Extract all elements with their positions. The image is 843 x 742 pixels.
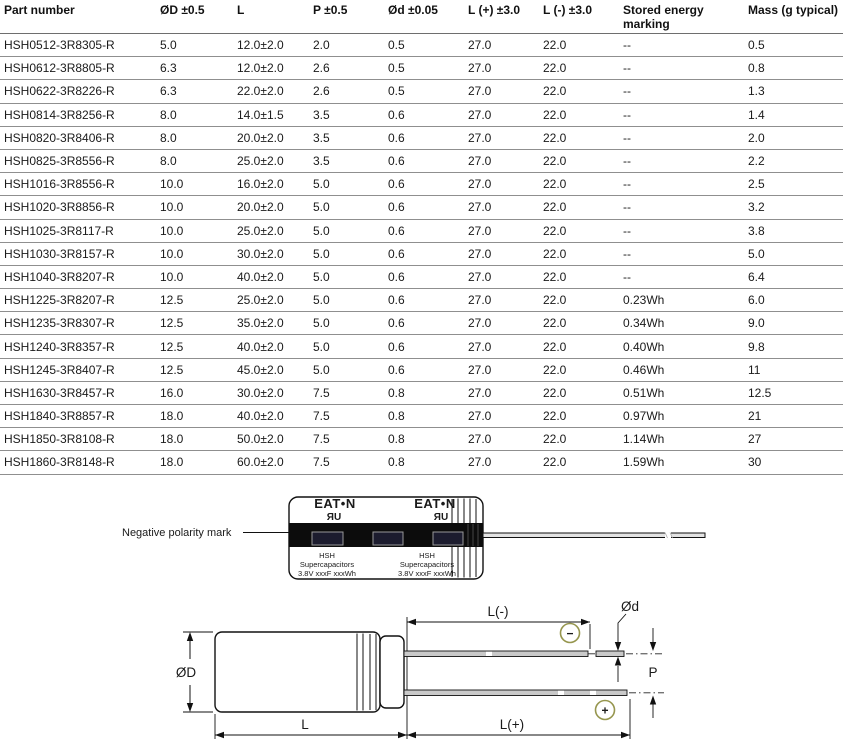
- table-row: [0, 196, 843, 219]
- table-cell: 10.0: [156, 219, 233, 242]
- table-cell: 16.0: [156, 381, 233, 404]
- column-header: ØD ±0.5: [156, 0, 233, 34]
- table-cell: 12.5: [156, 358, 233, 381]
- table-row: [0, 34, 843, 57]
- arrowhead: [650, 642, 656, 651]
- table-cell: 0.5: [384, 57, 464, 80]
- table-cell: 22.0: [539, 103, 619, 126]
- table-row: [0, 173, 843, 196]
- part-number-cell: HSH1630-3R8457-R: [0, 381, 156, 404]
- table-cell: 0.8: [384, 381, 464, 404]
- table-cell: 8.0: [156, 149, 233, 172]
- table-cell: 12.5: [156, 289, 233, 312]
- arrowhead: [621, 732, 630, 738]
- table-cell: 0.6: [384, 126, 464, 149]
- table-cell: 12.5: [744, 381, 843, 404]
- dim-label-negative-lead-length: L(-): [487, 604, 509, 619]
- table-cell: 22.0: [539, 405, 619, 428]
- table-cell: 5.0: [309, 312, 384, 335]
- table-cell: 0.6: [384, 219, 464, 242]
- table-cell: 2.5: [744, 173, 843, 196]
- table-cell: 5.0: [744, 242, 843, 265]
- table-cell: --: [619, 265, 744, 288]
- table-cell: 40.0±2.0: [233, 335, 309, 358]
- table-cell: 0.8: [384, 428, 464, 451]
- table-cell: 27.0: [464, 149, 539, 172]
- table-cell: 20.0±2.0: [233, 126, 309, 149]
- table-cell: 27.0: [464, 219, 539, 242]
- table-cell: 0.6: [384, 265, 464, 288]
- part-number-cell: HSH1030-3R8157-R: [0, 242, 156, 265]
- dim-label-positive-lead-length: L(+): [499, 717, 525, 732]
- print-rating: 3.8V xxxF xxxWh: [398, 569, 456, 578]
- part-number-cell: HSH1025-3R8117-R: [0, 219, 156, 242]
- part-number-cell: HSH1850-3R8108-R: [0, 428, 156, 451]
- print-family: Supercapacitors: [299, 560, 355, 569]
- table-cell: 27.0: [464, 265, 539, 288]
- table-cell: 27.0: [464, 312, 539, 335]
- table-row: [0, 358, 843, 381]
- column-header: L: [233, 0, 309, 34]
- capacitor-photo-figure: [0, 488, 843, 595]
- table-cell: 27.0: [464, 103, 539, 126]
- table-cell: 18.0: [156, 451, 233, 474]
- print-series: HSH: [419, 551, 435, 560]
- table-cell: 20.0±2.0: [233, 196, 309, 219]
- table-cell: 27.0: [464, 242, 539, 265]
- arrowhead: [187, 632, 193, 641]
- table-cell: 25.0±2.0: [233, 219, 309, 242]
- table-cell: 22.0: [539, 149, 619, 172]
- table-cell: 0.97Wh: [619, 405, 744, 428]
- table-cell: 5.0: [309, 335, 384, 358]
- table-row: [0, 289, 843, 312]
- table-cell: 0.6: [384, 103, 464, 126]
- part-number-cell: HSH1225-3R8207-R: [0, 289, 156, 312]
- table-cell: 22.0: [539, 80, 619, 103]
- table-cell: 27.0: [464, 358, 539, 381]
- table-cell: --: [619, 34, 744, 57]
- table-row: [0, 242, 843, 265]
- table-cell: 0.6: [384, 196, 464, 219]
- table-cell: 22.0: [539, 196, 619, 219]
- arrowhead: [187, 703, 193, 712]
- table-cell: 0.46Wh: [619, 358, 744, 381]
- negative-polarity-callout-label: Negative polarity mark: [122, 527, 232, 539]
- table-row: [0, 405, 843, 428]
- column-header: L (-) ±3.0: [539, 0, 619, 34]
- table-cell: 22.0: [539, 451, 619, 474]
- table-cell: 0.5: [384, 80, 464, 103]
- table-cell: 3.2: [744, 196, 843, 219]
- table-cell: --: [619, 80, 744, 103]
- table-cell: 1.14Wh: [619, 428, 744, 451]
- table-cell: 40.0±2.0: [233, 265, 309, 288]
- table-cell: 25.0±2.0: [233, 149, 309, 172]
- table-cell: 18.0: [156, 405, 233, 428]
- part-number-cell: HSH1245-3R8407-R: [0, 358, 156, 381]
- table-cell: 21: [744, 405, 843, 428]
- table-cell: 22.0: [539, 34, 619, 57]
- table-row: [0, 219, 843, 242]
- band-window: [312, 532, 343, 545]
- table-cell: 40.0±2.0: [233, 405, 309, 428]
- table-cell: 6.3: [156, 80, 233, 103]
- arrowhead: [398, 732, 407, 738]
- part-number-cell: HSH1040-3R8207-R: [0, 265, 156, 288]
- table-cell: 27.0: [464, 126, 539, 149]
- table-cell: 2.0: [744, 126, 843, 149]
- dimension-diagram-figure: [0, 595, 843, 742]
- table-cell: 27.0: [464, 405, 539, 428]
- table-cell: 9.0: [744, 312, 843, 335]
- table-cell: 0.6: [384, 149, 464, 172]
- spec-table-body: [0, 34, 843, 475]
- table-cell: 9.8: [744, 335, 843, 358]
- table-cell: 27.0: [464, 289, 539, 312]
- ul-recognized-icon: ЯU: [433, 512, 449, 523]
- table-cell: 1.3: [744, 80, 843, 103]
- table-cell: 27.0: [464, 428, 539, 451]
- table-cell: 12.0±2.0: [233, 34, 309, 57]
- dimension-diagram: [176, 599, 664, 739]
- table-cell: 22.0: [539, 126, 619, 149]
- part-number-cell: HSH0825-3R8556-R: [0, 149, 156, 172]
- column-header: P ±0.5: [309, 0, 384, 34]
- case-outline: [215, 632, 380, 712]
- table-cell: 1.59Wh: [619, 451, 744, 474]
- table-cell: 22.0: [539, 381, 619, 404]
- print-series: HSH: [319, 551, 335, 560]
- table-cell: 10.0: [156, 242, 233, 265]
- table-cell: 22.0±2.0: [233, 80, 309, 103]
- part-number-cell: HSH0512-3R8305-R: [0, 34, 156, 57]
- table-cell: 0.23Wh: [619, 289, 744, 312]
- table-cell: 14.0±1.5: [233, 103, 309, 126]
- print-family: Supercapacitors: [399, 560, 455, 569]
- od-lead-arrow-lines: [618, 614, 626, 682]
- table-cell: 5.0: [309, 242, 384, 265]
- eaton-logo: EAT•N: [414, 496, 456, 511]
- table-row: [0, 149, 843, 172]
- table-cell: 22.0: [539, 219, 619, 242]
- arrowhead: [650, 696, 656, 705]
- table-cell: 5.0: [309, 289, 384, 312]
- table-cell: 7.5: [309, 428, 384, 451]
- column-header: Ød ±0.05: [384, 0, 464, 34]
- table-row: [0, 428, 843, 451]
- table-cell: 27.0: [464, 335, 539, 358]
- dim-label-lead-pitch: P: [648, 665, 658, 680]
- table-cell: 5.0: [309, 358, 384, 381]
- table-cell: 16.0±2.0: [233, 173, 309, 196]
- table-cell: 0.6: [384, 358, 464, 381]
- table-cell: 10.0: [156, 196, 233, 219]
- table-cell: --: [619, 103, 744, 126]
- table-cell: 7.5: [309, 405, 384, 428]
- table-cell: 27: [744, 428, 843, 451]
- negative-lead: [404, 651, 588, 657]
- table-cell: 30: [744, 451, 843, 474]
- table-cell: 25.0±2.0: [233, 289, 309, 312]
- table-cell: 30.0±2.0: [233, 381, 309, 404]
- table-cell: 22.0: [539, 335, 619, 358]
- capacitor-photo: [289, 496, 705, 579]
- arrowhead: [581, 619, 590, 625]
- table-cell: 3.5: [309, 149, 384, 172]
- table-cell: 5.0: [309, 173, 384, 196]
- arrowhead: [215, 732, 224, 738]
- table-cell: 5.0: [156, 34, 233, 57]
- part-number-cell: HSH0820-3R8406-R: [0, 126, 156, 149]
- table-cell: 0.34Wh: [619, 312, 744, 335]
- table-cell: 2.0: [309, 34, 384, 57]
- table-cell: 12.5: [156, 312, 233, 335]
- column-header: L (+) ±3.0: [464, 0, 539, 34]
- table-cell: 27.0: [464, 196, 539, 219]
- ul-recognized-icon: ЯU: [326, 512, 342, 523]
- print-rating: 3.8V xxxF xxxWh: [298, 569, 356, 578]
- table-row: [0, 381, 843, 404]
- table-cell: 22.0: [539, 173, 619, 196]
- table-cell: 27.0: [464, 451, 539, 474]
- part-number-cell: HSH1240-3R8357-R: [0, 335, 156, 358]
- arrowhead: [615, 657, 621, 666]
- table-cell: 1.4: [744, 103, 843, 126]
- table-cell: 5.0: [309, 265, 384, 288]
- table-row: [0, 80, 843, 103]
- part-number-cell: HSH1020-3R8856-R: [0, 196, 156, 219]
- table-cell: 30.0±2.0: [233, 242, 309, 265]
- table-row: [0, 312, 843, 335]
- table-cell: 60.0±2.0: [233, 451, 309, 474]
- table-cell: 8.0: [156, 103, 233, 126]
- table-header-row: [0, 0, 843, 34]
- arrowhead: [615, 642, 621, 651]
- table-cell: --: [619, 57, 744, 80]
- table-cell: 50.0±2.0: [233, 428, 309, 451]
- band-window: [373, 532, 403, 545]
- part-number-cell: HSH1860-3R8148-R: [0, 451, 156, 474]
- table-cell: 0.6: [384, 289, 464, 312]
- table-cell: 3.5: [309, 126, 384, 149]
- table-cell: --: [619, 149, 744, 172]
- table-cell: 22.0: [539, 312, 619, 335]
- part-number-cell: HSH1235-3R8307-R: [0, 312, 156, 335]
- table-cell: 0.5: [744, 34, 843, 57]
- table-cell: 27.0: [464, 34, 539, 57]
- table-cell: 22.0: [539, 428, 619, 451]
- column-header: Stored energy marking: [619, 0, 744, 34]
- case-end-cap: [380, 636, 404, 708]
- table-cell: --: [619, 126, 744, 149]
- table-cell: 0.51Wh: [619, 381, 744, 404]
- table-row: [0, 335, 843, 358]
- table-cell: 27.0: [464, 173, 539, 196]
- arrowhead: [407, 619, 416, 625]
- part-number-cell: HSH0814-3R8256-R: [0, 103, 156, 126]
- table-cell: 8.0: [156, 126, 233, 149]
- part-number-cell: HSH0622-3R8226-R: [0, 80, 156, 103]
- table-cell: --: [619, 219, 744, 242]
- arrowhead: [407, 732, 416, 738]
- table-cell: 0.40Wh: [619, 335, 744, 358]
- table-cell: 6.4: [744, 265, 843, 288]
- lead-break-mark: [590, 691, 596, 695]
- table-cell: 18.0: [156, 428, 233, 451]
- table-cell: 0.6: [384, 312, 464, 335]
- table-cell: 3.8: [744, 219, 843, 242]
- table-cell: 2.2: [744, 149, 843, 172]
- column-header: Mass (g typical): [744, 0, 843, 34]
- table-cell: --: [619, 173, 744, 196]
- table-cell: 35.0±2.0: [233, 312, 309, 335]
- table-row: [0, 451, 843, 474]
- table-cell: 12.5: [156, 335, 233, 358]
- table-cell: 27.0: [464, 57, 539, 80]
- plus-polarity-symbol: +: [601, 703, 609, 718]
- table-cell: 0.8: [384, 451, 464, 474]
- table-cell: 0.8: [384, 405, 464, 428]
- table-row: [0, 265, 843, 288]
- table-cell: 2.6: [309, 80, 384, 103]
- table-cell: 10.0: [156, 265, 233, 288]
- table-cell: 6.3: [156, 57, 233, 80]
- negative-lead-tip: [596, 651, 624, 657]
- table-cell: 10.0: [156, 173, 233, 196]
- table-cell: 22.0: [539, 358, 619, 381]
- part-number-cell: HSH0612-3R8805-R: [0, 57, 156, 80]
- table-cell: 3.5: [309, 103, 384, 126]
- table-cell: 11: [744, 358, 843, 381]
- table-cell: 22.0: [539, 242, 619, 265]
- table-cell: 5.0: [309, 219, 384, 242]
- table-cell: 5.0: [309, 196, 384, 219]
- lead-break-mark: [558, 691, 564, 695]
- dim-label-body-length: L: [301, 717, 309, 732]
- table-cell: 27.0: [464, 381, 539, 404]
- table-cell: --: [619, 196, 744, 219]
- lead-break-mark: [486, 652, 492, 656]
- dim-label-body-diameter: ØD: [175, 665, 197, 680]
- table-row: [0, 103, 843, 126]
- table-cell: 7.5: [309, 381, 384, 404]
- eaton-logo: EAT•N: [314, 496, 356, 511]
- table-cell: --: [619, 242, 744, 265]
- band-window: [433, 532, 463, 545]
- table-row: [0, 126, 843, 149]
- table-row: [0, 57, 843, 80]
- table-cell: 0.8: [744, 57, 843, 80]
- table-cell: 6.0: [744, 289, 843, 312]
- table-cell: 12.0±2.0: [233, 57, 309, 80]
- part-number-cell: HSH1840-3R8857-R: [0, 405, 156, 428]
- table-cell: 2.6: [309, 57, 384, 80]
- table-cell: 45.0±2.0: [233, 358, 309, 381]
- table-cell: 22.0: [539, 265, 619, 288]
- minus-polarity-symbol: −: [566, 626, 574, 641]
- table-cell: 27.0: [464, 80, 539, 103]
- column-header: Part number: [0, 0, 156, 34]
- table-cell: 0.6: [384, 335, 464, 358]
- dim-label-lead-diameter: Ød: [620, 599, 640, 614]
- table-cell: 0.6: [384, 173, 464, 196]
- table-cell: 0.5: [384, 34, 464, 57]
- table-cell: 22.0: [539, 289, 619, 312]
- table-cell: 7.5: [309, 451, 384, 474]
- part-number-cell: HSH1016-3R8556-R: [0, 173, 156, 196]
- table-cell: 0.6: [384, 242, 464, 265]
- table-cell: 22.0: [539, 57, 619, 80]
